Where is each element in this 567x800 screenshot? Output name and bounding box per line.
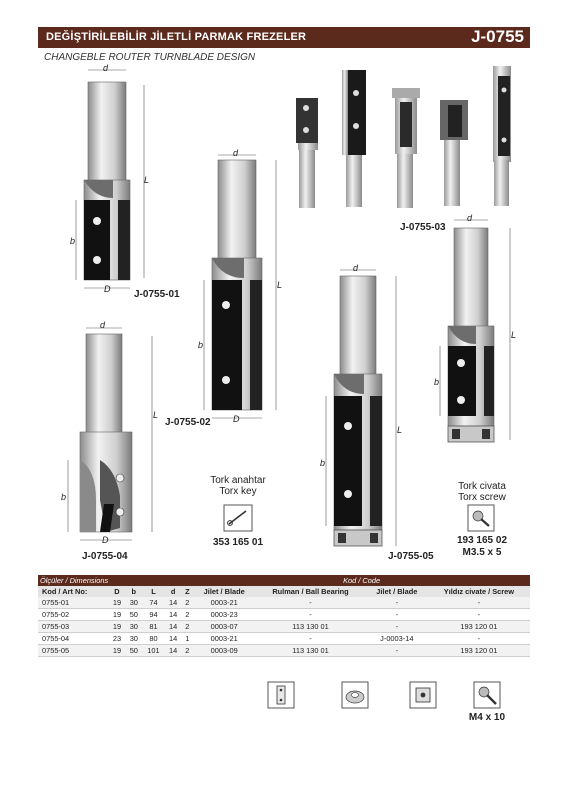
dim-b-03: b <box>434 377 440 387</box>
table-section-row <box>38 575 530 586</box>
dim-b-01: b <box>70 236 76 246</box>
table-cell: 101 <box>142 645 164 657</box>
table-cell: 14 <box>165 633 182 645</box>
tool-0755-01 <box>76 70 144 288</box>
col-header: Yıldız civate / Screw <box>428 586 530 597</box>
table-cell: 0755-02 <box>38 609 109 621</box>
label-j-0755-04: J-0755-04 <box>82 551 128 562</box>
table-cell: 0755-04 <box>38 633 109 645</box>
col-header: Kod / Art No: <box>38 586 109 597</box>
torx-key-line2: Torx key <box>219 486 257 497</box>
table-cell: 19 <box>109 621 126 633</box>
table-cell: 19 <box>109 609 126 621</box>
torx-screw-icon <box>468 505 494 531</box>
torx-key-icon <box>224 505 252 531</box>
torx-screw-code: 193 165 02 <box>456 535 508 546</box>
torx-screw-size: M3.5 x 5 <box>462 547 502 558</box>
col-header: D <box>109 586 126 597</box>
table-row <box>38 609 530 621</box>
dim-b-05: b <box>320 458 326 468</box>
label-j-0755-03: J-0755-03 <box>400 222 446 233</box>
table-cell: - <box>255 597 366 609</box>
table-cell: 14 <box>165 609 182 621</box>
col-header: L <box>142 586 164 597</box>
table-cell: - <box>366 609 428 621</box>
screw-icon <box>474 682 500 708</box>
tool-0755-04 <box>68 328 152 540</box>
table-cell: 19 <box>109 597 126 609</box>
table-cell: 30 <box>125 621 142 633</box>
table-cell: 0003-09 <box>193 645 255 657</box>
col-header: d <box>165 586 182 597</box>
table-row <box>38 597 530 609</box>
table-cell: J-0003-14 <box>366 633 428 645</box>
dim-L-04: L <box>153 410 159 420</box>
table-cell: 0755-01 <box>38 597 109 609</box>
table-cell: 0003-21 <box>193 633 255 645</box>
ball-bearing-icon <box>342 682 368 708</box>
table-cell: 2 <box>182 645 194 657</box>
table-cell: - <box>255 633 366 645</box>
dim-L-01: L <box>144 175 150 185</box>
table-cell: - <box>428 633 530 645</box>
table-cell: - <box>366 621 428 633</box>
table-cell: - <box>428 609 530 621</box>
dim-L-03: L <box>511 330 517 340</box>
table-cell: - <box>255 609 366 621</box>
dim-b-04: b <box>61 492 67 502</box>
table-row <box>38 645 530 657</box>
torx-key-line1: Tork anahtar <box>210 475 266 486</box>
square-blade-icon <box>410 682 436 708</box>
subtitle: CHANGEBLE ROUTER TURNBLADE DESIGN <box>44 52 256 63</box>
dimensions-table <box>38 575 530 657</box>
table-cell: 30 <box>125 597 142 609</box>
label-j-0755-01: J-0755-01 <box>134 289 180 300</box>
table-cell: 23 <box>109 633 126 645</box>
torx-key-caption <box>196 475 280 497</box>
tool-0755-02 <box>204 155 276 418</box>
table-cell: 2 <box>182 597 194 609</box>
dim-L-05: L <box>397 425 403 435</box>
table-cell: 2 <box>182 609 194 621</box>
table-header-row <box>38 586 530 597</box>
table-cell: 0003-21 <box>193 597 255 609</box>
dim-d-05: d <box>353 263 359 273</box>
table-cell: 14 <box>165 621 182 633</box>
section-code: Kod / Code <box>193 575 530 586</box>
label-j-0755-05: J-0755-05 <box>388 551 434 562</box>
product-photos <box>296 66 511 208</box>
table-cell: - <box>366 597 428 609</box>
dim-D-01: D <box>104 284 111 294</box>
table-cell: 94 <box>142 609 164 621</box>
table-row <box>38 633 530 645</box>
table-cell: 30 <box>125 633 142 645</box>
table-cell: 0003-07 <box>193 621 255 633</box>
screw-size-label: M4 x 10 <box>468 712 506 723</box>
table-cell: 113 130 01 <box>255 621 366 633</box>
dim-D-04: D <box>102 535 109 545</box>
dim-D-02: D <box>233 414 240 424</box>
dim-d-01: d <box>103 63 109 73</box>
table-cell: 19 <box>109 645 126 657</box>
table-cell: 74 <box>142 597 164 609</box>
col-header: Z <box>182 586 194 597</box>
dim-L-02: L <box>277 280 283 290</box>
dim-d-02: d <box>233 148 239 158</box>
label-j-0755-02: J-0755-02 <box>165 417 211 428</box>
table-cell: 14 <box>165 597 182 609</box>
torx-key-code: 353 165 01 <box>212 537 264 548</box>
torx-screw-line2: Torx screw <box>458 492 506 503</box>
table-row <box>38 621 530 633</box>
tool-0755-05 <box>326 270 396 546</box>
table-cell: 0003-23 <box>193 609 255 621</box>
col-header: Rulman / Ball Bearing <box>255 586 366 597</box>
table-cell: 80 <box>142 633 164 645</box>
header-title: DEĞİŞTİRİLEBİLİR JİLETLİ PARMAK FREZELER <box>46 31 307 43</box>
table-cell: 50 <box>125 609 142 621</box>
dim-b-02: b <box>198 340 204 350</box>
table-cell: 113 130 01 <box>255 645 366 657</box>
table-cell: 0755-03 <box>38 621 109 633</box>
blade-icon <box>268 682 294 708</box>
table-cell: 193 120 01 <box>428 645 530 657</box>
section-dimensions: Ölçüler / Dimensions <box>38 575 193 586</box>
dim-d-03: d <box>467 213 473 223</box>
table-cell: - <box>428 597 530 609</box>
dim-d-04: d <box>100 320 106 330</box>
table-cell: 50 <box>125 645 142 657</box>
table-cell: 1 <box>182 633 194 645</box>
table-cell: - <box>366 645 428 657</box>
col-header: Jilet / Blade <box>193 586 255 597</box>
table-cell: 0755-05 <box>38 645 109 657</box>
torx-screw-line1: Tork civata <box>458 481 506 492</box>
table-cell: 14 <box>165 645 182 657</box>
col-header: Jilet / Blade <box>366 586 428 597</box>
tool-0755-03 <box>440 220 510 442</box>
table-cell: 2 <box>182 621 194 633</box>
col-header: b <box>125 586 142 597</box>
table-cell: 193 120 01 <box>428 621 530 633</box>
table-cell: 81 <box>142 621 164 633</box>
header-code: J-0755 <box>471 27 524 46</box>
torx-screw-caption <box>440 481 524 503</box>
